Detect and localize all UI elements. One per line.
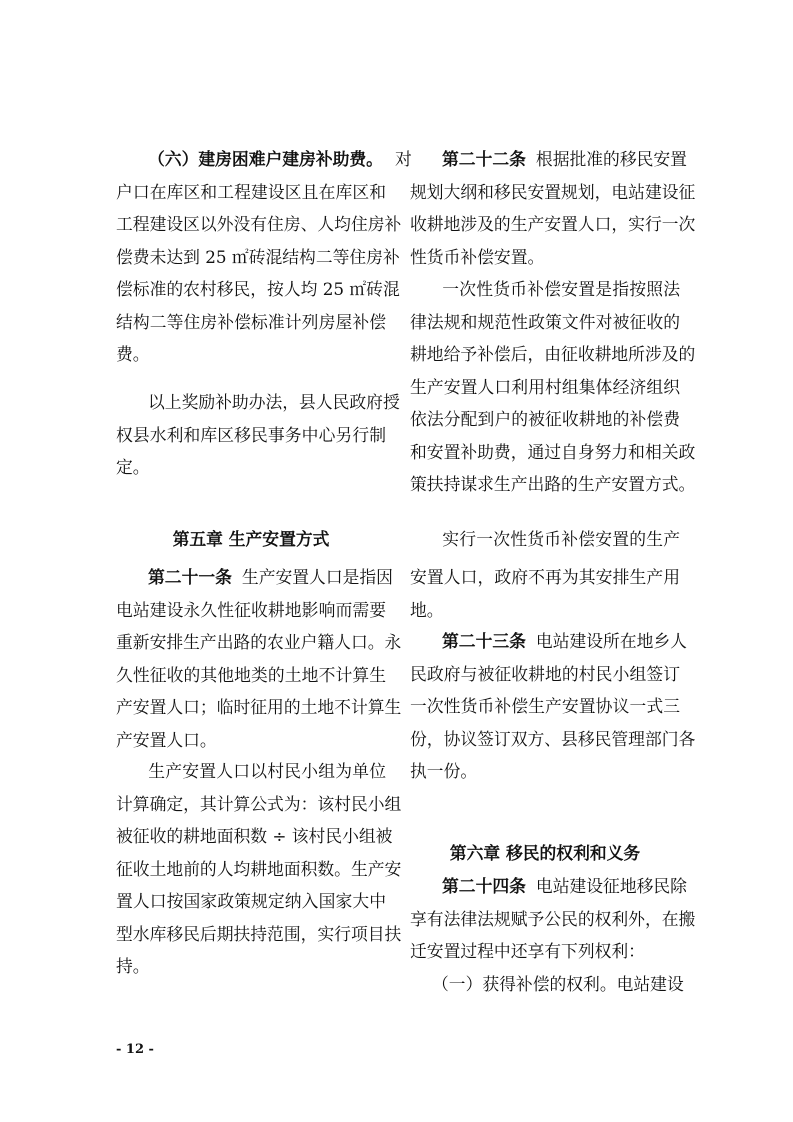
line: 产安置人口；临时征用的土地不计算生 (116, 697, 402, 717)
text: 电站建设征地移民除 (535, 876, 687, 896)
line: 份，协议签订双方、县移民管理部门各 (410, 728, 696, 749)
line (410, 526, 680, 552)
item-1-text: （一）获得补偿的权利。电站建设 (432, 973, 684, 994)
line (410, 873, 687, 899)
line: 权县水利和库区移民事务中心另行制 (116, 424, 386, 445)
line: 征收土地前的人均耕地面积数。生产安 (116, 858, 402, 879)
line: 户口在库区和工程建设区且在库区和 (116, 181, 386, 202)
line: 耕地给予补偿后，由征收耕地所涉及的 (410, 344, 696, 364)
line: 置人口按国家政策规定纳入国家大中 (116, 891, 386, 911)
line: 一次性货币补偿生产安置协议一式三 (410, 696, 680, 716)
line: 偿费未达到 25 ㎡砖混结构二等住房补 (116, 246, 400, 267)
line (116, 389, 400, 415)
line (116, 146, 412, 172)
line (116, 758, 386, 784)
article-23-label: 第二十三条 (442, 631, 526, 651)
line: 电站建设永久性征收耕地影响而需要 (116, 599, 386, 620)
line: 计算确定，其计算公式为：该村民小组 (116, 793, 402, 814)
line: 民政府与被征收耕地的村民小组签订 (410, 663, 680, 684)
text: 根据批准的移民安置 (535, 149, 687, 169)
line: 定。 (116, 457, 150, 477)
chapter-5-title: 第五章 生产安置方式 (172, 529, 330, 549)
line: 久性征收的其他地类的土地不计算生 (116, 664, 386, 685)
line: 产安置人口。 (116, 729, 217, 750)
article-22-label: 第二十二条 (442, 149, 526, 169)
line: 结构二等住房补偿标准计列房屋补偿 (116, 311, 386, 332)
line: 持。 (116, 956, 150, 976)
line: 费。 (116, 344, 150, 364)
line: 型水库移民后期扶持范围，实行项目扶 (116, 923, 402, 944)
line: 偿标准的农村移民，按人均 25 ㎡砖混 (116, 279, 400, 299)
line: 迁安置过程中还享有下列权利： (410, 941, 645, 961)
line: 执一份。 (410, 761, 478, 781)
line: 工程建设区以外没有住房、人均住房补 (116, 214, 402, 234)
text: 生产安置人口是指因 (241, 567, 393, 587)
text: 生产安置人口以村民小组为单位 (148, 761, 386, 781)
line: 被征收的耕地面积数 ÷ 该村民小组被 (116, 826, 393, 846)
line (410, 971, 684, 997)
line: 律法规和规范性政策文件对被征收的 (410, 311, 680, 332)
line: 规划大纲和移民安置规划，电站建设征 (410, 181, 696, 202)
article-24-label: 第二十四条 (442, 876, 526, 896)
text: 实行一次性货币补偿安置的生产 (442, 529, 680, 549)
line: 地。 (410, 599, 444, 620)
text: 电站建设所在地乡人 (535, 631, 687, 651)
line: 收耕地涉及的生产安置人口，实行一次 (410, 214, 696, 234)
line (410, 276, 680, 302)
line (410, 146, 687, 172)
item-6-title: （六）建房困难户建房补助费。 (148, 149, 383, 169)
page-number: - 12 - (116, 1042, 154, 1057)
text: 一次性货币补偿安置是指按照法 (442, 279, 680, 299)
chapter-6-title: 第六章 移民的权利和义务 (449, 843, 641, 863)
line: 安置人口，政府不再为其安排生产用 (410, 567, 680, 587)
line: 和安置补助费，通过自身努力和相关政 (410, 441, 696, 462)
line: 享有法律法规赋予公民的权利外，在搬 (410, 908, 696, 929)
article-21-label: 第二十一条 (148, 567, 232, 587)
line: 依法分配到户的被征收耕地的补偿费 (410, 409, 680, 429)
text: 以上奖励补助办法，县人民政府授 (148, 392, 400, 412)
line: 策扶持谋求生产出路的生产安置方式。 (410, 474, 696, 494)
line (410, 628, 687, 654)
line: 生产安置人口利用村组集体经济组织 (410, 376, 680, 397)
line: 性货币补偿安置。 (410, 246, 545, 267)
line (116, 564, 393, 590)
line: 重新安排生产出路的农业户籍人口。永 (116, 632, 402, 652)
text: 对 (394, 149, 412, 169)
